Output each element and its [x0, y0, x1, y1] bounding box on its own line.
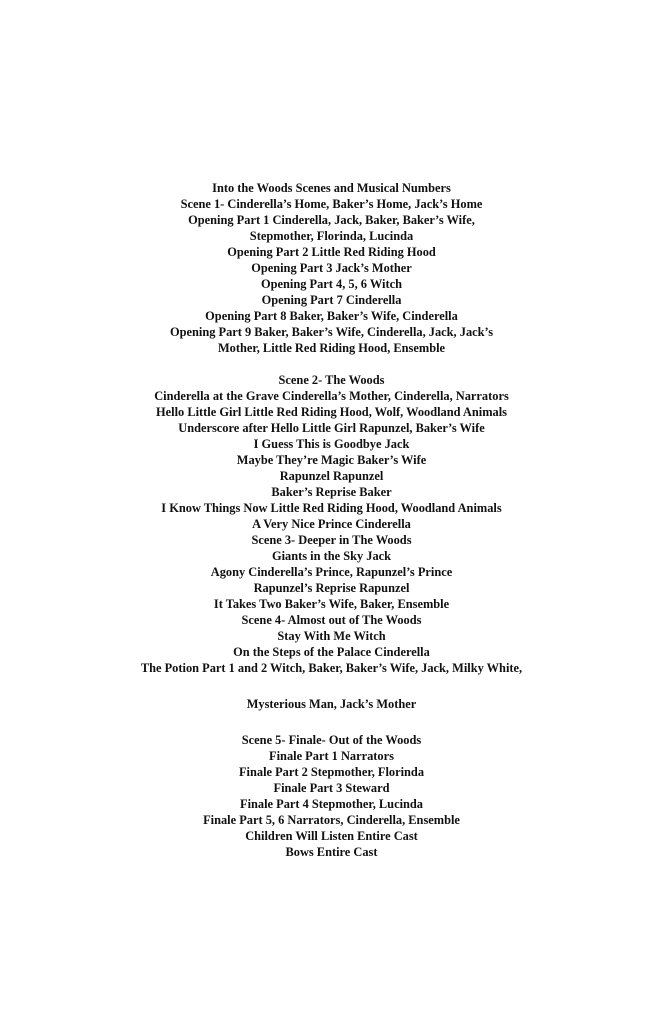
- number-line: Agony Cinderella’s Prince, Rapunzel’s Prince: [210, 565, 453, 579]
- number-line: Children Will Listen Entire Cast: [245, 829, 418, 843]
- section-spacer: [0, 676, 663, 696]
- number-line: Opening Part 8 Baker, Baker’s Wife, Cinderella: [205, 309, 458, 323]
- section-scenes-2-4: [0, 372, 663, 676]
- section-spacer: [0, 712, 663, 732]
- number-line: Stepmother, Florinda, Lucinda: [249, 229, 414, 243]
- number-line: It Takes Two Baker’s Wife, Baker, Ensemble: [213, 597, 450, 611]
- number-line: Opening Part 7 Cinderella: [261, 293, 402, 307]
- section-scene-5: [0, 732, 663, 860]
- number-line: Hello Little Girl Little Red Riding Hood, Wolf, Woodland Animals: [156, 405, 507, 419]
- number-line: Finale Part 3 Steward: [273, 781, 390, 795]
- section-continuation: [0, 696, 663, 712]
- number-line: Bows Entire Cast: [285, 845, 378, 859]
- number-line: Finale Part 2 Stepmother, Florinda: [238, 765, 425, 779]
- number-line: Maybe They’re Magic Baker’s Wife: [236, 453, 427, 467]
- number-line: Cinderella at the Grave Cinderella’s Mother, Cinderella, Narrators: [154, 389, 509, 403]
- document-title: Into the Woods Scenes and Musical Numbers: [212, 181, 451, 195]
- number-line: Giants in the Sky Jack: [271, 549, 392, 563]
- section-scene-1: [0, 180, 663, 356]
- number-line: On the Steps of the Palace Cinderella: [233, 645, 430, 659]
- number-line: Rapunzel’s Reprise Rapunzel: [253, 581, 410, 595]
- number-line: Finale Part 5, 6 Narrators, Cinderella, Ensemble: [203, 813, 460, 827]
- number-line: A Very Nice Prince Cinderella: [252, 517, 411, 531]
- scenes-and-numbers-list: [0, 180, 663, 860]
- number-line: Opening Part 9 Baker, Baker’s Wife, Cinderella, Jack, Jack’s: [169, 325, 494, 339]
- number-line: Rapunzel Rapunzel: [279, 469, 384, 483]
- section-spacer: [0, 356, 663, 372]
- number-line: Opening Part 4, 5, 6 Witch: [260, 277, 402, 291]
- scene-heading: Scene 1- Cinderella’s Home, Baker’s Home, Jack’s Home: [180, 197, 483, 211]
- number-line: I Know Things Now Little Red Riding Hood, Woodland Animals: [161, 501, 502, 515]
- number-line: Baker’s Reprise Baker: [271, 485, 392, 499]
- scene-heading: Scene 5- Finale- Out of the Woods: [241, 733, 422, 747]
- number-line: Opening Part 2 Little Red Riding Hood: [227, 245, 436, 259]
- number-line: Underscore after Hello Little Girl Rapunzel, Baker’s Wife: [178, 421, 485, 435]
- number-line: Opening Part 3 Jack’s Mother: [251, 261, 412, 275]
- number-line: Finale Part 1 Narrators: [269, 749, 394, 763]
- number-line: Finale Part 4 Stepmother, Lucinda: [240, 797, 423, 811]
- scene-heading: Scene 3- Deeper in The Woods: [251, 533, 412, 547]
- number-line: Opening Part 1 Cinderella, Jack, Baker, Baker’s Wife,: [188, 213, 475, 227]
- number-line: The Potion Part 1 and 2 Witch, Baker, Baker’s Wife, Jack, Milky White,: [140, 661, 523, 675]
- number-line: I Guess This is Goodbye Jack: [253, 437, 410, 451]
- number-line: Stay With Me Witch: [277, 629, 386, 643]
- scene-heading: Scene 4- Almost out of The Woods: [241, 613, 422, 627]
- scene-heading: Scene 2- The Woods: [278, 373, 385, 387]
- number-line: Mother, Little Red Riding Hood, Ensemble: [217, 341, 446, 355]
- number-line: Mysterious Man, Jack’s Mother: [246, 697, 417, 711]
